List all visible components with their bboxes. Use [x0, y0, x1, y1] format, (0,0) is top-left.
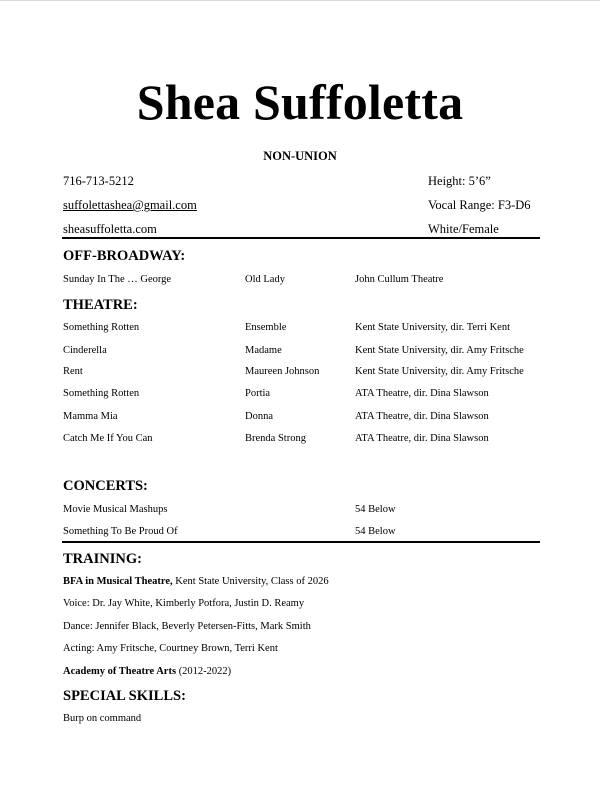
credit-venue: Kent State University, dir. Amy Fritsche	[355, 345, 524, 356]
credit-row	[63, 386, 540, 402]
credit-row	[63, 343, 540, 359]
identity-text: White/Female	[428, 222, 499, 236]
credit-row	[63, 320, 540, 336]
training-academy	[63, 664, 231, 680]
credit-show: Rent	[63, 366, 83, 377]
credit-show: Something Rotten	[63, 322, 140, 333]
credit-show: Mamma Mia	[63, 411, 118, 422]
credit-venue: ATA Theatre, dir. Dina Slawson	[355, 411, 489, 422]
website-text: sheasuffoletta.com	[63, 222, 157, 236]
credit-show: Sunday In The … George	[63, 274, 172, 285]
academy-years: (2012-2022)	[176, 666, 232, 677]
degree-name: BFA in Musical Theatre,	[63, 576, 173, 587]
training-heading: TRAINING:	[63, 551, 142, 567]
concerts-divider	[62, 541, 540, 543]
training-voice: Voice: Dr. Jay White, Kimberly Potfora, Justin D. Reamy	[63, 598, 305, 609]
credit-row	[63, 272, 540, 288]
academy-name: Academy of Theatre Arts	[63, 666, 177, 677]
credit-row	[63, 409, 540, 425]
off-broadway-heading: OFF-BROADWAY:	[63, 248, 186, 264]
special-skills-heading: SPECIAL SKILLS:	[63, 688, 186, 704]
phone-number: 716-713-5212	[63, 174, 134, 188]
credit-venue: Kent State University, dir. Terri Kent	[355, 322, 510, 333]
credit-show: Movie Musical Mashups	[63, 504, 168, 515]
contact-row-3	[63, 220, 540, 238]
credit-role: Ensemble	[245, 322, 287, 333]
credit-role: Brenda Strong	[245, 433, 306, 444]
credit-show: Something To Be Proud Of	[63, 526, 178, 537]
credit-row	[63, 431, 540, 447]
credit-role: Donna	[245, 411, 273, 422]
credit-venue: 54 Below	[355, 504, 396, 515]
page-top-edge	[0, 0, 600, 1]
degree-detail: Kent State University, Class of 2026	[172, 576, 329, 587]
union-status: NON-UNION	[263, 149, 337, 163]
height-text: Height: 5’6”	[428, 174, 491, 188]
credit-role: Old Lady	[245, 274, 285, 285]
credit-row	[63, 524, 540, 540]
credit-venue: John Cullum Theatre	[355, 274, 444, 285]
credit-role: Maureen Johnson	[245, 366, 320, 377]
email-link[interactable]: suffolettashea@gmail.com	[63, 198, 197, 212]
contact-row-2	[63, 196, 540, 214]
theatre-heading: THEATRE:	[63, 297, 138, 313]
credit-show: Catch Me If You Can	[63, 433, 153, 444]
contact-divider	[62, 237, 540, 239]
credit-row	[63, 364, 540, 380]
credit-venue: Kent State University, dir. Amy Fritsche	[355, 366, 524, 377]
credit-show: Something Rotten	[63, 388, 140, 399]
credit-show: Cinderella	[63, 345, 107, 356]
special-skills-text: Burp on command	[63, 713, 142, 724]
credit-row	[63, 502, 540, 518]
training-acting: Acting: Amy Fritsche, Courtney Brown, Terri Kent	[63, 643, 278, 654]
concerts-heading: CONCERTS:	[63, 478, 148, 494]
credit-role: Madame	[245, 345, 282, 356]
credit-venue: ATA Theatre, dir. Dina Slawson	[355, 388, 489, 399]
training-dance: Dance: Jennifer Black, Beverly Petersen-Fitts, Mark Smith	[63, 621, 311, 632]
credit-role: Portia	[245, 388, 271, 399]
contact-row-1	[63, 172, 540, 190]
resume-name: Shea Suffoletta	[136, 74, 464, 130]
vocal-range-text: Vocal Range: F3-D6	[428, 198, 531, 212]
credit-venue: ATA Theatre, dir. Dina Slawson	[355, 433, 489, 444]
training-degree	[63, 574, 329, 590]
credit-venue: 54 Below	[355, 526, 396, 537]
